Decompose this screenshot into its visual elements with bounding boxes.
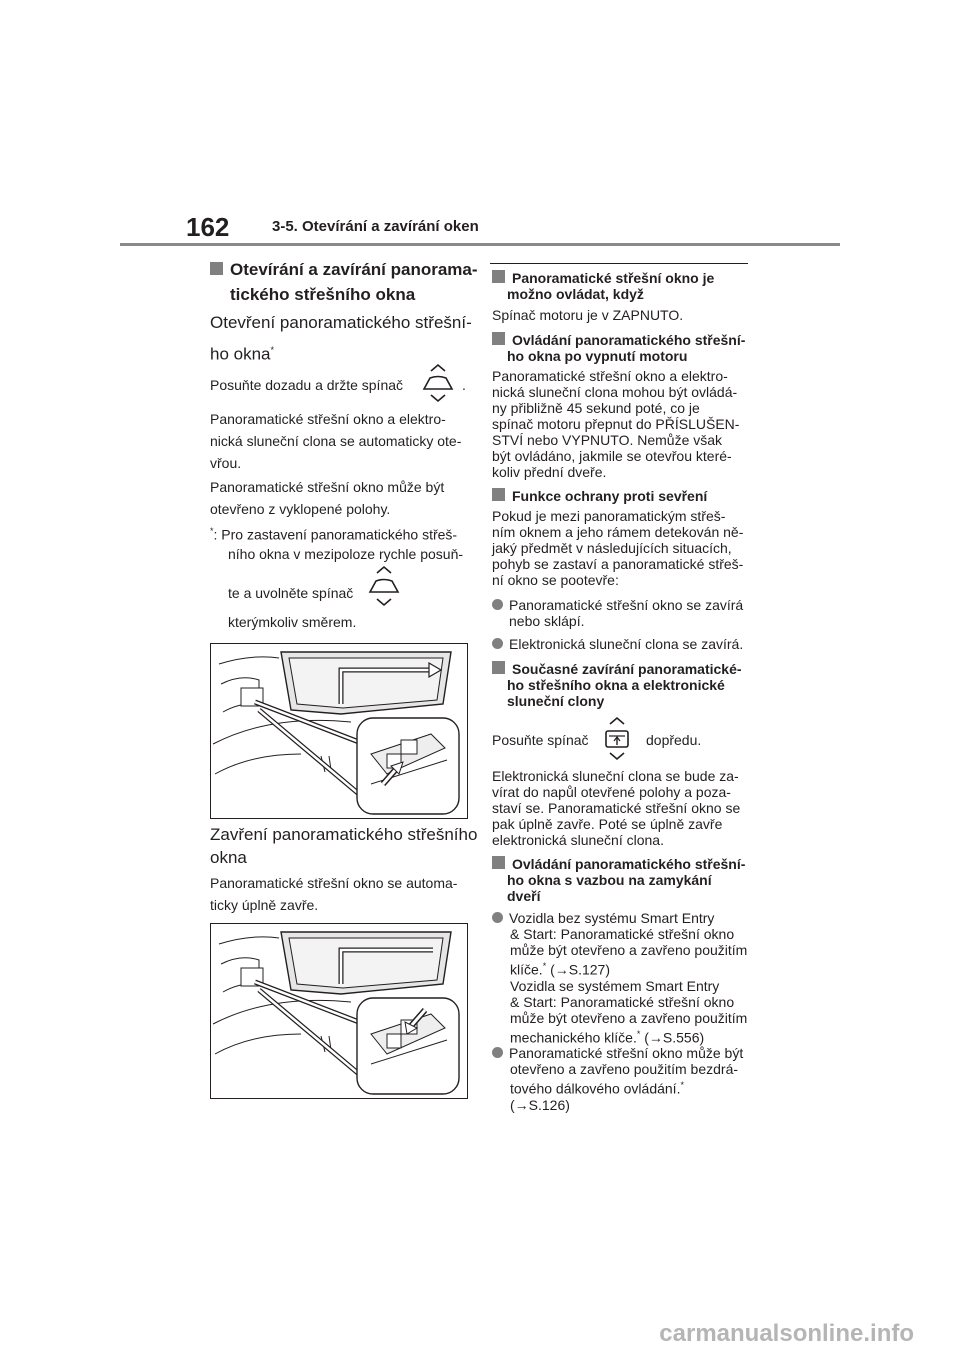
key-bullet: Vozidla bez systému Smart Entry & Start: Panoramatické střešní okno může být otevřeno a zavřeno použitím klíče.* (→S.127) Vozidla se systémem Smart Entry & Start: Panoramatické střešní okno může být otevřeno a zavřeno použitím mechanického klíče.* (→S.556) (492, 910, 747, 1045)
footnote-line2: ního okna v mezipoloze rychle posuň- (228, 546, 464, 562)
close-line1: Panoramatické střešní okno se automa- (210, 875, 458, 891)
operation-condition-heading-cont: možno ovládat, když (507, 286, 644, 302)
close-title-line2: okna (210, 848, 247, 867)
operation-condition-heading: Panoramatické střešní okno je (492, 270, 714, 286)
round-bullet-icon (492, 1047, 503, 1058)
section-heading-cont: tického střešního okna (230, 285, 416, 304)
open-title-line1: Otevření panoramatického střešní- (210, 313, 472, 332)
auto-open-line2: nická sluneční clona se automaticky ote- (210, 433, 462, 449)
roof-switch-icon (366, 564, 402, 608)
door-lock-heading-cont2: dveří (507, 888, 541, 904)
simultaneous-close-heading-cont2: sluneční clony (507, 693, 605, 709)
footnote-line4: kterýmkoliv směrem. (228, 614, 357, 630)
door-lock-heading: Ovládání panoramatického střešní- (492, 856, 745, 872)
door-lock-heading-cont1: ho okna s vazbou na zamykání (507, 872, 712, 888)
square-bullet-icon (492, 332, 505, 345)
round-bullet-icon (492, 599, 503, 610)
chapter-title: 3-5. Otevírání a zavírání oken (272, 218, 479, 235)
jam-bullet-1: Panoramatické střešní okno se zavírá (492, 597, 743, 613)
section-heading: Otevírání a zavírání panorama- (210, 257, 478, 282)
header-divider (120, 243, 840, 246)
round-bullet-icon (492, 912, 503, 923)
square-bullet-icon (492, 856, 505, 869)
roof-open-illustration (210, 643, 468, 819)
page-reference-link[interactable]: (→S.127) (550, 961, 611, 978)
simultaneous-close-text: Elektronická sluneční clona se bude za- vírat do napůl otevřené polohy a poza- staví se. Panoramatické střešní okno se pak úplně zavře. Poté se úplně zavře elektronická sluneční clona. (492, 768, 741, 848)
square-bullet-icon (210, 262, 223, 275)
operation-condition-text: Spínač motoru je v ZAPNUTO. (492, 307, 684, 323)
forward-instruction-end: dopředu. (646, 732, 702, 748)
right-column-rule (490, 263, 748, 264)
forward-instruction: Posuňte spínač (492, 732, 589, 748)
square-bullet-icon (492, 488, 505, 501)
roof-switch-forward-icon (600, 715, 634, 763)
remote-bullet: Panoramatické střešní okno může být otevřeno a zavřeno použitím bezdrá- tového dálkového ovládání.* (→S.126) (492, 1045, 743, 1113)
after-engine-off-text: Panoramatické střešní okno a elektro- nická sluneční clona mohou být ovládá- ny přibližně 45 sekund poté, co je spínač motoru přepnut do PŘÍSLUŠEN- STVÍ nebo VYPNUTO. Nemůže však být ovládáno, jakmile se otevřou které- koliv přední dveře. (492, 368, 740, 480)
square-bullet-icon (492, 661, 505, 674)
jam-protection-text: Pokud je mezi panoramatickým střeš- ním oknem a jeho rámem detekován ně- jaký předmět v následujících situacích, pohyb se zastaví a panoramatické střeš- ní okno se pootevře: (492, 508, 744, 588)
slide-back-period: . (462, 377, 466, 393)
close-line2: ticky úplně zavře. (210, 897, 319, 913)
square-bullet-icon (492, 270, 505, 283)
footnote-line1: *: Pro zastavení panoramatického střeš- (210, 526, 458, 543)
jam-protection-heading: Funkce ochrany proti sevření (492, 488, 707, 504)
close-title-line1: Zavření panoramatického střešního (210, 825, 478, 844)
page-number: 162 (186, 212, 230, 242)
simultaneous-close-heading: Současné zavírání panoramatické- (492, 661, 742, 677)
simultaneous-close-heading-cont1: ho střešního okna a elektronické (507, 677, 725, 693)
after-engine-off-heading-cont: ho okna po vypnutí motoru (507, 348, 688, 364)
open-title-line2: ho okna* (210, 344, 275, 364)
roof-close-illustration (210, 923, 468, 1099)
auto-open-line1: Panoramatické střešní okno a elektro- (210, 411, 446, 427)
auto-open-line3: vřou. (210, 455, 242, 471)
roof-switch-slide-back-icon (420, 362, 456, 404)
watermark: carmanualsonline.info (659, 1320, 914, 1347)
page-reference-link[interactable]: (→S.556) (644, 1029, 705, 1046)
slide-back-instruction: Posuňte dozadu a držte spínač (210, 377, 404, 393)
jam-bullet-1-cont: nebo sklápí. (509, 613, 585, 629)
page-reference-link[interactable]: (→S.126) (510, 1096, 570, 1113)
jam-bullet-2: Elektronická sluneční clona se zavírá. (492, 636, 743, 652)
tilt-line1: Panoramatické střešní okno může být (210, 479, 445, 495)
round-bullet-icon (492, 638, 503, 649)
after-engine-off-heading: Ovládání panoramatického střešní- (492, 332, 745, 348)
tilt-line2: otevřeno z vyklopené polohy. (210, 501, 391, 517)
footnote-line3: te a uvolněte spínač (228, 585, 354, 601)
